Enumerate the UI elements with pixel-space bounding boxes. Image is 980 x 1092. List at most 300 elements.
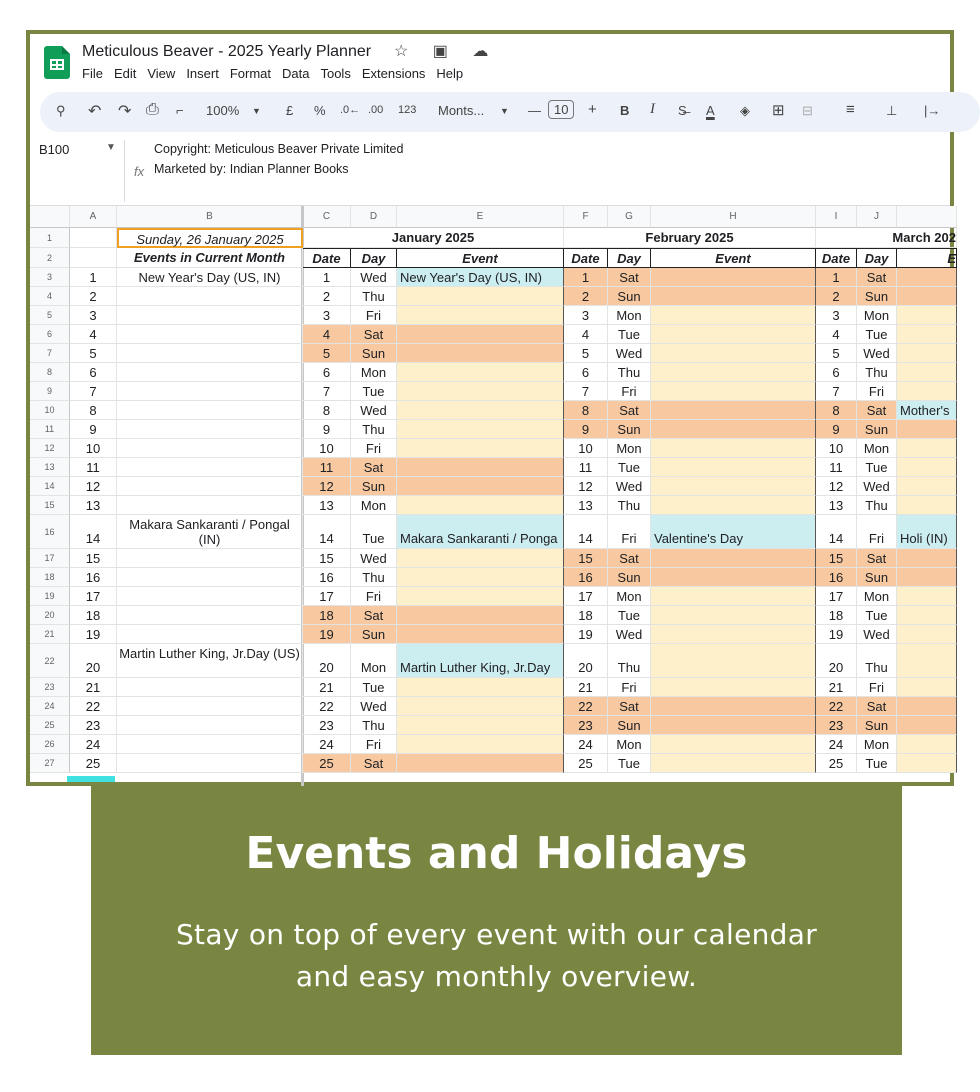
date-cell[interactable]: 24 bbox=[816, 735, 857, 754]
row-number[interactable]: 12 bbox=[30, 439, 70, 458]
event-summary-cell[interactable] bbox=[117, 458, 303, 477]
weekday-cell[interactable]: Mon bbox=[608, 439, 651, 458]
weekday-cell[interactable]: Wed bbox=[351, 401, 397, 420]
event-cell[interactable] bbox=[651, 306, 816, 325]
event-summary-cell[interactable]: Makara Sankaranti / Pongal (IN) bbox=[117, 515, 303, 549]
menu-item-extensions[interactable]: Extensions bbox=[361, 66, 426, 81]
date-cell[interactable]: 1 bbox=[303, 268, 351, 287]
date-cell[interactable]: 6 bbox=[564, 363, 608, 382]
event-cell[interactable] bbox=[651, 625, 816, 644]
row-number[interactable]: 21 bbox=[30, 625, 70, 644]
weekday-cell[interactable]: Mon bbox=[857, 735, 897, 754]
day-number-cell[interactable]: 8 bbox=[70, 401, 117, 420]
event-cell[interactable] bbox=[897, 754, 957, 773]
date-cell[interactable]: 5 bbox=[303, 344, 351, 363]
events-column-header[interactable]: Events in Current Month bbox=[117, 248, 303, 268]
date-cell[interactable]: 11 bbox=[564, 458, 608, 477]
date-cell[interactable]: 25 bbox=[303, 754, 351, 773]
event-cell[interactable] bbox=[651, 287, 816, 306]
day-column-header[interactable]: Day bbox=[857, 248, 897, 268]
event-cell[interactable] bbox=[897, 587, 957, 606]
event-summary-cell[interactable]: New Year's Day (US, IN) bbox=[117, 268, 303, 287]
cell-a2[interactable] bbox=[70, 248, 117, 268]
date-cell[interactable]: 7 bbox=[303, 382, 351, 401]
weekday-cell[interactable]: Fri bbox=[608, 678, 651, 697]
chevron-down-icon[interactable]: ▼ bbox=[500, 106, 509, 116]
date-cell[interactable]: 24 bbox=[303, 735, 351, 754]
event-cell[interactable] bbox=[651, 420, 816, 439]
column-header-k[interactable] bbox=[897, 206, 957, 228]
event-column-header[interactable]: Event bbox=[651, 248, 816, 268]
day-number-cell[interactable]: 3 bbox=[70, 306, 117, 325]
row-number[interactable]: 22 bbox=[30, 644, 70, 678]
date-cell[interactable]: 10 bbox=[816, 439, 857, 458]
decrease-decimal-button[interactable]: .0← bbox=[340, 104, 361, 116]
date-column-header[interactable]: Date bbox=[816, 248, 857, 268]
date-cell[interactable]: 4 bbox=[303, 325, 351, 344]
menu-item-help[interactable]: Help bbox=[436, 66, 464, 81]
row-number[interactable]: 20 bbox=[30, 606, 70, 625]
weekday-cell[interactable]: Tue bbox=[857, 458, 897, 477]
date-cell[interactable]: 24 bbox=[564, 735, 608, 754]
day-number-cell[interactable]: 7 bbox=[70, 382, 117, 401]
weekday-cell[interactable]: Tue bbox=[351, 515, 397, 549]
cell-b1-date[interactable]: Sunday, 26 January 2025 bbox=[117, 228, 303, 248]
date-cell[interactable]: 11 bbox=[816, 458, 857, 477]
weekday-cell[interactable]: Mon bbox=[608, 587, 651, 606]
chevron-down-icon[interactable]: ▼ bbox=[252, 106, 261, 116]
weekday-cell[interactable]: Wed bbox=[608, 344, 651, 363]
event-cell[interactable] bbox=[397, 496, 564, 515]
month-header-january[interactable]: January 2025 bbox=[303, 228, 564, 248]
font-size-input[interactable]: 10 bbox=[548, 100, 574, 119]
date-cell[interactable]: 20 bbox=[564, 644, 608, 678]
date-cell[interactable]: 8 bbox=[564, 401, 608, 420]
date-cell[interactable]: 9 bbox=[564, 420, 608, 439]
event-cell[interactable]: Holi (IN) bbox=[897, 515, 957, 549]
text-wrap-icon[interactable]: |→ bbox=[924, 103, 941, 118]
date-cell[interactable]: 14 bbox=[816, 515, 857, 549]
event-cell[interactable] bbox=[397, 568, 564, 587]
event-cell[interactable] bbox=[897, 697, 957, 716]
day-number-cell[interactable]: 14 bbox=[70, 515, 117, 549]
weekday-cell[interactable]: Thu bbox=[608, 496, 651, 515]
event-cell[interactable] bbox=[897, 625, 957, 644]
date-cell[interactable]: 2 bbox=[303, 287, 351, 306]
undo-icon[interactable]: ↶ bbox=[88, 103, 102, 120]
row-number[interactable]: 2 bbox=[30, 248, 70, 268]
event-summary-cell[interactable] bbox=[117, 678, 303, 697]
day-number-cell[interactable]: 13 bbox=[70, 496, 117, 515]
document-title[interactable]: Meticulous Beaver - 2025 Yearly Planner bbox=[82, 43, 372, 60]
weekday-cell[interactable]: Tue bbox=[351, 678, 397, 697]
day-number-cell[interactable]: 24 bbox=[70, 735, 117, 754]
day-number-cell[interactable]: 22 bbox=[70, 697, 117, 716]
event-cell[interactable] bbox=[397, 735, 564, 754]
column-header-f[interactable]: F bbox=[564, 206, 608, 228]
row-number[interactable]: 24 bbox=[30, 697, 70, 716]
weekday-cell[interactable]: Tue bbox=[608, 754, 651, 773]
date-cell[interactable]: 13 bbox=[816, 496, 857, 515]
date-cell[interactable]: 19 bbox=[303, 625, 351, 644]
merge-cells-icon[interactable]: ⊟ bbox=[802, 103, 813, 118]
weekday-cell[interactable]: Sun bbox=[857, 568, 897, 587]
date-cell[interactable]: 22 bbox=[816, 697, 857, 716]
weekday-cell[interactable]: Thu bbox=[351, 420, 397, 439]
italic-button[interactable]: I bbox=[650, 101, 655, 117]
weekday-cell[interactable]: Sat bbox=[351, 606, 397, 625]
event-cell[interactable] bbox=[897, 678, 957, 697]
event-cell[interactable] bbox=[397, 549, 564, 568]
menu-item-tools[interactable]: Tools bbox=[320, 66, 351, 81]
event-cell[interactable] bbox=[651, 496, 816, 515]
row-number[interactable]: 11 bbox=[30, 420, 70, 439]
event-summary-cell[interactable] bbox=[117, 754, 303, 773]
date-cell[interactable]: 17 bbox=[816, 587, 857, 606]
date-cell[interactable]: 21 bbox=[564, 678, 608, 697]
weekday-cell[interactable]: Fri bbox=[857, 515, 897, 549]
date-cell[interactable]: 25 bbox=[816, 754, 857, 773]
row-number[interactable]: 19 bbox=[30, 587, 70, 606]
event-summary-cell[interactable] bbox=[117, 496, 303, 515]
row-number[interactable]: 9 bbox=[30, 382, 70, 401]
date-cell[interactable]: 16 bbox=[564, 568, 608, 587]
column-header-g[interactable]: G bbox=[608, 206, 651, 228]
font-select[interactable]: Monts... bbox=[438, 103, 485, 118]
column-header-h[interactable]: H bbox=[651, 206, 816, 228]
day-number-cell[interactable]: 16 bbox=[70, 568, 117, 587]
column-header-d[interactable]: D bbox=[351, 206, 397, 228]
day-number-cell[interactable]: 1 bbox=[70, 268, 117, 287]
weekday-cell[interactable]: Wed bbox=[857, 625, 897, 644]
date-cell[interactable]: 15 bbox=[564, 549, 608, 568]
event-cell[interactable]: Martin Luther King, Jr.Day bbox=[397, 644, 564, 678]
weekday-cell[interactable]: Mon bbox=[857, 306, 897, 325]
date-cell[interactable]: 11 bbox=[303, 458, 351, 477]
weekday-cell[interactable]: Mon bbox=[608, 735, 651, 754]
menu-item-file[interactable]: File bbox=[82, 66, 103, 81]
font-size-minus-button[interactable]: — bbox=[528, 103, 541, 118]
weekday-cell[interactable]: Sun bbox=[857, 420, 897, 439]
weekday-cell[interactable]: Mon bbox=[857, 439, 897, 458]
event-cell[interactable] bbox=[651, 458, 816, 477]
row-number[interactable]: 1 bbox=[30, 228, 70, 248]
weekday-cell[interactable]: Wed bbox=[351, 268, 397, 287]
weekday-cell[interactable]: Wed bbox=[857, 477, 897, 496]
event-cell[interactable] bbox=[397, 287, 564, 306]
event-cell[interactable] bbox=[397, 439, 564, 458]
sheets-logo-icon[interactable] bbox=[44, 46, 70, 79]
event-summary-cell[interactable] bbox=[117, 439, 303, 458]
date-cell[interactable]: 16 bbox=[816, 568, 857, 587]
event-cell[interactable] bbox=[397, 625, 564, 644]
formula-content-line1[interactable]: Copyright: Meticulous Beaver Private Limited bbox=[154, 142, 404, 156]
row-number[interactable]: 17 bbox=[30, 549, 70, 568]
event-cell[interactable] bbox=[651, 477, 816, 496]
date-cell[interactable]: 25 bbox=[564, 754, 608, 773]
day-number-cell[interactable]: 9 bbox=[70, 420, 117, 439]
date-cell[interactable]: 12 bbox=[564, 477, 608, 496]
formula-content-line2[interactable]: Marketed by: Indian Planner Books bbox=[154, 162, 349, 176]
event-cell[interactable] bbox=[651, 606, 816, 625]
day-number-cell[interactable]: 5 bbox=[70, 344, 117, 363]
event-cell[interactable] bbox=[397, 678, 564, 697]
weekday-cell[interactable]: Sun bbox=[857, 716, 897, 735]
event-summary-cell[interactable]: Martin Luther King, Jr.Day (US) bbox=[117, 644, 303, 678]
event-cell[interactable] bbox=[897, 549, 957, 568]
month-header-february[interactable]: February 2025 bbox=[564, 228, 816, 248]
weekday-cell[interactable]: Sat bbox=[608, 697, 651, 716]
weekday-cell[interactable]: Sat bbox=[857, 268, 897, 287]
date-cell[interactable]: 8 bbox=[303, 401, 351, 420]
event-cell[interactable] bbox=[397, 587, 564, 606]
event-cell[interactable] bbox=[897, 644, 957, 678]
weekday-cell[interactable]: Sun bbox=[608, 716, 651, 735]
event-cell[interactable] bbox=[397, 325, 564, 344]
date-cell[interactable]: 13 bbox=[303, 496, 351, 515]
event-cell[interactable] bbox=[397, 606, 564, 625]
event-cell[interactable] bbox=[651, 325, 816, 344]
row-number[interactable]: 3 bbox=[30, 268, 70, 287]
date-cell[interactable]: 1 bbox=[564, 268, 608, 287]
row-number[interactable]: 26 bbox=[30, 735, 70, 754]
day-number-cell[interactable]: 20 bbox=[70, 644, 117, 678]
weekday-cell[interactable]: Sat bbox=[351, 458, 397, 477]
row-number[interactable]: 25 bbox=[30, 716, 70, 735]
day-number-cell[interactable]: 6 bbox=[70, 363, 117, 382]
date-cell[interactable]: 3 bbox=[303, 306, 351, 325]
date-cell[interactable]: 5 bbox=[564, 344, 608, 363]
event-summary-cell[interactable] bbox=[117, 549, 303, 568]
weekday-cell[interactable]: Sun bbox=[608, 287, 651, 306]
date-cell[interactable]: 19 bbox=[564, 625, 608, 644]
date-cell[interactable]: 8 bbox=[816, 401, 857, 420]
day-column-header[interactable]: Day bbox=[608, 248, 651, 268]
menu-item-insert[interactable]: Insert bbox=[186, 66, 219, 81]
event-cell[interactable] bbox=[897, 735, 957, 754]
weekday-cell[interactable]: Thu bbox=[857, 644, 897, 678]
event-column-header[interactable]: Event bbox=[397, 248, 564, 268]
date-cell[interactable]: 2 bbox=[816, 287, 857, 306]
row-number[interactable]: 14 bbox=[30, 477, 70, 496]
day-number-cell[interactable]: 18 bbox=[70, 606, 117, 625]
event-summary-cell[interactable] bbox=[117, 363, 303, 382]
weekday-cell[interactable]: Sat bbox=[857, 549, 897, 568]
weekday-cell[interactable]: Sat bbox=[608, 549, 651, 568]
weekday-cell[interactable]: Mon bbox=[608, 306, 651, 325]
weekday-cell[interactable]: Wed bbox=[351, 549, 397, 568]
weekday-cell[interactable]: Mon bbox=[351, 496, 397, 515]
weekday-cell[interactable]: Tue bbox=[351, 382, 397, 401]
row-number[interactable]: 10 bbox=[30, 401, 70, 420]
event-cell[interactable] bbox=[651, 382, 816, 401]
event-cell[interactable] bbox=[651, 587, 816, 606]
menu-item-edit[interactable]: Edit bbox=[113, 66, 137, 81]
weekday-cell[interactable]: Sat bbox=[351, 325, 397, 344]
day-number-cell[interactable]: 15 bbox=[70, 549, 117, 568]
date-cell[interactable]: 17 bbox=[564, 587, 608, 606]
weekday-cell[interactable]: Sun bbox=[351, 344, 397, 363]
event-summary-cell[interactable] bbox=[117, 606, 303, 625]
weekday-cell[interactable]: Mon bbox=[857, 587, 897, 606]
date-cell[interactable]: 10 bbox=[564, 439, 608, 458]
event-cell[interactable] bbox=[397, 401, 564, 420]
event-cell[interactable] bbox=[897, 268, 957, 287]
weekday-cell[interactable]: Wed bbox=[351, 697, 397, 716]
day-number-cell[interactable]: 11 bbox=[70, 458, 117, 477]
date-cell[interactable]: 3 bbox=[816, 306, 857, 325]
event-cell[interactable] bbox=[897, 606, 957, 625]
event-cell[interactable] bbox=[651, 363, 816, 382]
column-header-b[interactable]: B bbox=[117, 206, 303, 228]
date-cell[interactable]: 10 bbox=[303, 439, 351, 458]
day-number-cell[interactable]: 2 bbox=[70, 287, 117, 306]
event-cell[interactable] bbox=[651, 754, 816, 773]
horizontal-align-icon[interactable]: ≡ bbox=[846, 101, 855, 118]
event-summary-cell[interactable] bbox=[117, 568, 303, 587]
date-cell[interactable]: 3 bbox=[564, 306, 608, 325]
event-cell[interactable] bbox=[651, 678, 816, 697]
date-cell[interactable]: 7 bbox=[564, 382, 608, 401]
weekday-cell[interactable]: Tue bbox=[857, 754, 897, 773]
day-number-cell[interactable]: 17 bbox=[70, 587, 117, 606]
date-cell[interactable]: 23 bbox=[564, 716, 608, 735]
event-cell[interactable] bbox=[651, 568, 816, 587]
date-cell[interactable]: 12 bbox=[303, 477, 351, 496]
event-summary-cell[interactable] bbox=[117, 625, 303, 644]
day-number-cell[interactable]: 25 bbox=[70, 754, 117, 773]
vertical-align-icon[interactable]: ⊥ bbox=[886, 103, 898, 118]
weekday-cell[interactable]: Tue bbox=[608, 458, 651, 477]
date-cell[interactable]: 6 bbox=[816, 363, 857, 382]
event-column-header[interactable]: E bbox=[897, 248, 957, 268]
date-cell[interactable]: 15 bbox=[816, 549, 857, 568]
day-number-cell[interactable]: 10 bbox=[70, 439, 117, 458]
weekday-cell[interactable]: Sat bbox=[608, 268, 651, 287]
event-cell[interactable] bbox=[397, 754, 564, 773]
day-number-cell[interactable]: 19 bbox=[70, 625, 117, 644]
date-cell[interactable]: 18 bbox=[816, 606, 857, 625]
row-number[interactable]: 6 bbox=[30, 325, 70, 344]
weekday-cell[interactable]: Fri bbox=[351, 306, 397, 325]
row-number[interactable]: 7 bbox=[30, 344, 70, 363]
name-box[interactable]: B100 bbox=[39, 142, 70, 157]
date-cell[interactable]: 1 bbox=[816, 268, 857, 287]
event-cell[interactable] bbox=[897, 420, 957, 439]
event-cell[interactable] bbox=[397, 420, 564, 439]
date-cell[interactable]: 17 bbox=[303, 587, 351, 606]
month-header-march[interactable]: March 202 bbox=[816, 228, 957, 248]
date-cell[interactable]: 15 bbox=[303, 549, 351, 568]
event-cell[interactable] bbox=[397, 344, 564, 363]
weekday-cell[interactable]: Fri bbox=[351, 439, 397, 458]
weekday-cell[interactable]: Thu bbox=[857, 496, 897, 515]
day-number-cell[interactable]: 12 bbox=[70, 477, 117, 496]
date-cell[interactable]: 21 bbox=[816, 678, 857, 697]
event-summary-cell[interactable] bbox=[117, 325, 303, 344]
date-cell[interactable]: 23 bbox=[816, 716, 857, 735]
event-summary-cell[interactable] bbox=[117, 587, 303, 606]
event-cell[interactable] bbox=[397, 477, 564, 496]
date-cell[interactable]: 4 bbox=[564, 325, 608, 344]
event-cell[interactable] bbox=[897, 458, 957, 477]
weekday-cell[interactable]: Fri bbox=[351, 735, 397, 754]
weekday-cell[interactable]: Fri bbox=[857, 678, 897, 697]
event-cell[interactable] bbox=[897, 716, 957, 735]
event-cell[interactable]: Makara Sankaranti / Ponga bbox=[397, 515, 564, 549]
date-cell[interactable]: 9 bbox=[303, 420, 351, 439]
row-number[interactable]: 4 bbox=[30, 287, 70, 306]
event-cell[interactable] bbox=[651, 439, 816, 458]
event-summary-cell[interactable] bbox=[117, 306, 303, 325]
event-cell[interactable] bbox=[897, 306, 957, 325]
search-icon[interactable]: ⚲ bbox=[56, 103, 66, 118]
weekday-cell[interactable]: Sat bbox=[351, 754, 397, 773]
event-cell[interactable] bbox=[397, 716, 564, 735]
weekday-cell[interactable]: Wed bbox=[608, 477, 651, 496]
event-summary-cell[interactable] bbox=[117, 401, 303, 420]
date-cell[interactable]: 9 bbox=[816, 420, 857, 439]
day-number-cell[interactable]: 21 bbox=[70, 678, 117, 697]
date-column-header[interactable]: Date bbox=[564, 248, 608, 268]
weekday-cell[interactable]: Thu bbox=[608, 363, 651, 382]
weekday-cell[interactable]: Wed bbox=[857, 344, 897, 363]
date-column-header[interactable]: Date bbox=[303, 248, 351, 268]
column-header-a[interactable]: A bbox=[70, 206, 117, 228]
weekday-cell[interactable]: Thu bbox=[608, 644, 651, 678]
row-number[interactable]: 15 bbox=[30, 496, 70, 515]
cell-a1[interactable] bbox=[70, 228, 117, 248]
event-cell[interactable] bbox=[651, 644, 816, 678]
event-cell[interactable] bbox=[651, 549, 816, 568]
chevron-down-icon[interactable]: ▼ bbox=[106, 142, 116, 153]
date-cell[interactable]: 14 bbox=[303, 515, 351, 549]
event-summary-cell[interactable] bbox=[117, 420, 303, 439]
event-cell[interactable] bbox=[397, 458, 564, 477]
menu-item-view[interactable]: View bbox=[147, 66, 176, 81]
row-number[interactable]: 5 bbox=[30, 306, 70, 325]
weekday-cell[interactable]: Thu bbox=[351, 716, 397, 735]
event-cell[interactable] bbox=[397, 306, 564, 325]
column-header-e[interactable]: E bbox=[397, 206, 564, 228]
event-summary-cell[interactable] bbox=[117, 382, 303, 401]
event-cell[interactable] bbox=[897, 363, 957, 382]
print-icon[interactable]: ⎙ bbox=[146, 101, 159, 118]
row-number[interactable]: 8 bbox=[30, 363, 70, 382]
event-cell[interactable] bbox=[897, 477, 957, 496]
number-format-button[interactable]: 123 bbox=[398, 104, 417, 116]
row-number[interactable]: 23 bbox=[30, 678, 70, 697]
date-cell[interactable]: 21 bbox=[303, 678, 351, 697]
currency-format-button[interactable]: £ bbox=[286, 103, 294, 118]
weekday-cell[interactable]: Mon bbox=[351, 363, 397, 382]
weekday-cell[interactable]: Thu bbox=[351, 287, 397, 306]
event-cell[interactable] bbox=[397, 382, 564, 401]
weekday-cell[interactable]: Thu bbox=[351, 568, 397, 587]
weekday-cell[interactable]: Sat bbox=[608, 401, 651, 420]
select-all-corner[interactable] bbox=[30, 206, 70, 228]
fill-color-icon[interactable]: ◈ bbox=[740, 103, 750, 118]
weekday-cell[interactable]: Fri bbox=[857, 382, 897, 401]
row-number[interactable]: 13 bbox=[30, 458, 70, 477]
weekday-cell[interactable]: Tue bbox=[857, 325, 897, 344]
row-number[interactable]: 27 bbox=[30, 754, 70, 773]
column-header-i[interactable]: I bbox=[816, 206, 857, 228]
date-cell[interactable]: 12 bbox=[816, 477, 857, 496]
date-cell[interactable]: 4 bbox=[816, 325, 857, 344]
event-cell[interactable] bbox=[651, 716, 816, 735]
column-header-j[interactable]: J bbox=[857, 206, 897, 228]
